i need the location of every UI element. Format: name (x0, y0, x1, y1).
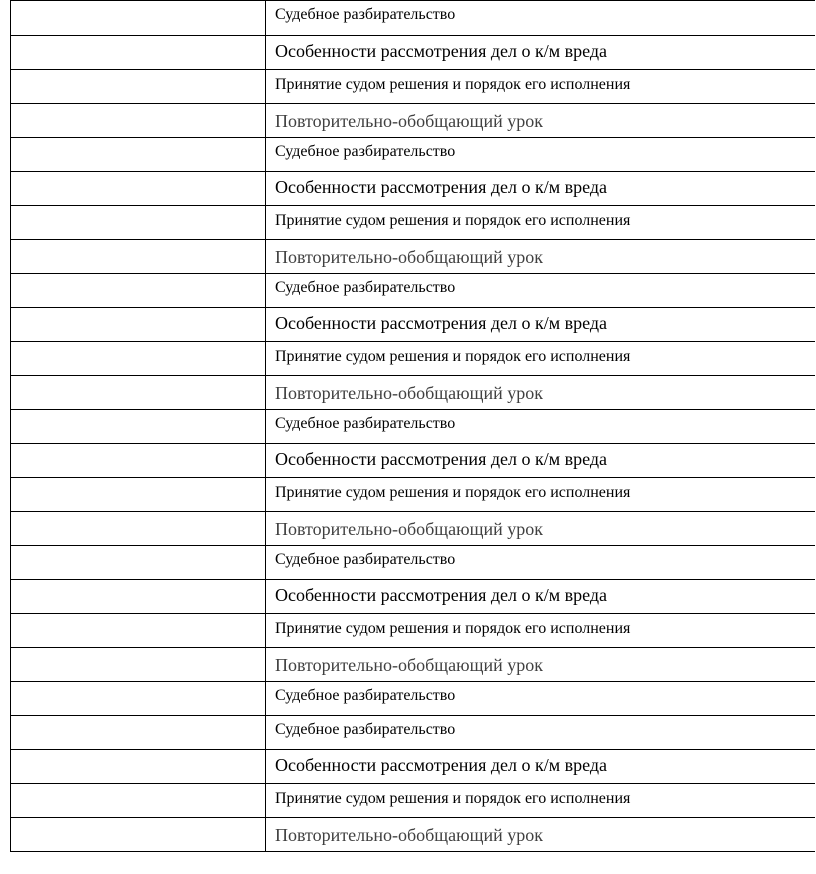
table-row (11, 512, 816, 546)
empty-cell (11, 104, 266, 138)
topic-cell (266, 206, 816, 240)
empty-cell (11, 546, 266, 580)
lesson-topic: Повторительно-обобщающий урок (275, 654, 543, 675)
topic-cell (266, 716, 816, 750)
table-row (11, 70, 816, 104)
topic-cell (266, 410, 816, 444)
empty-cell (11, 716, 266, 750)
table-row (11, 104, 816, 138)
lesson-topic: Особенности рассмотрения дел о к/м вреда (275, 312, 608, 333)
lesson-topic: Особенности рассмотрения дел о к/м вреда (275, 584, 608, 605)
lesson-plan-sheet (10, 0, 816, 852)
lesson-topic: Судебное разбирательство (275, 6, 456, 23)
lesson-topic: Принятие судом решения и порядок его исполнения (275, 483, 631, 501)
table-row (11, 36, 816, 70)
lesson-topic: Судебное разбирательство (275, 414, 456, 432)
table-row (11, 682, 816, 716)
topic-cell (266, 682, 816, 716)
table-row (11, 818, 816, 852)
table-body (11, 1, 816, 852)
empty-cell (11, 308, 266, 342)
topic-cell (266, 274, 816, 308)
empty-cell (11, 240, 266, 274)
lesson-topic: Принятие судом решения и порядок его исполнения (275, 211, 631, 229)
lesson-topic: Принятие судом решения и порядок его исполнения (275, 347, 631, 365)
empty-cell (11, 172, 266, 206)
table-row (11, 342, 816, 376)
empty-cell (11, 376, 266, 410)
topic-cell (266, 444, 816, 478)
lesson-topic: Судебное разбирательство (275, 278, 456, 296)
topic-cell (266, 240, 816, 274)
table-row (11, 546, 816, 580)
table-row (11, 172, 816, 206)
table-row (11, 648, 816, 682)
table-row (11, 478, 816, 512)
topic-cell (266, 36, 816, 70)
lesson-topic: Особенности рассмотрения дел о к/м вреда (275, 40, 608, 61)
table-row (11, 1, 816, 36)
topic-cell (266, 172, 816, 206)
topic-cell (266, 614, 816, 648)
topic-cell (266, 648, 816, 682)
empty-cell (11, 750, 266, 784)
empty-cell (11, 206, 266, 240)
table-row (11, 580, 816, 614)
lesson-topic: Судебное разбирательство (275, 142, 456, 160)
empty-cell (11, 274, 266, 308)
topic-cell (266, 376, 816, 410)
empty-cell (11, 784, 266, 818)
lesson-topic: Особенности рассмотрения дел о к/м вреда (275, 448, 608, 469)
topic-cell (266, 512, 816, 546)
lesson-topic: Повторительно-обобщающий урок (275, 382, 543, 403)
empty-cell (11, 342, 266, 376)
empty-cell (11, 70, 266, 104)
empty-cell (11, 648, 266, 682)
empty-cell (11, 444, 266, 478)
lesson-topic: Особенности рассмотрения дел о к/м вреда (275, 176, 608, 197)
empty-cell (11, 682, 266, 716)
lesson-topic: Судебное разбирательство (275, 550, 456, 568)
topic-cell (266, 104, 816, 138)
table-row (11, 206, 816, 240)
topic-cell (266, 818, 816, 852)
lesson-topic: Повторительно-обобщающий урок (275, 110, 543, 131)
topic-cell (266, 750, 816, 784)
topic-cell (266, 342, 816, 376)
lesson-topic: Принятие судом решения и порядок его исполнения (275, 75, 631, 93)
topic-cell (266, 1, 816, 36)
topic-cell (266, 138, 816, 172)
table-row (11, 410, 816, 444)
table-row (11, 716, 816, 750)
lesson-topics-table (10, 0, 816, 852)
empty-cell (11, 410, 266, 444)
table-row (11, 274, 816, 308)
topic-cell (266, 546, 816, 580)
table-row (11, 444, 816, 478)
empty-cell (11, 580, 266, 614)
lesson-topic: Повторительно-обобщающий урок (275, 824, 543, 845)
table-row (11, 376, 816, 410)
table-row (11, 240, 816, 274)
topic-cell (266, 478, 816, 512)
lesson-topic: Особенности рассмотрения дел о к/м вреда (275, 754, 608, 775)
empty-cell (11, 478, 266, 512)
empty-cell (11, 138, 266, 172)
lesson-topic: Повторительно-обобщающий урок (275, 246, 543, 267)
topic-cell (266, 580, 816, 614)
lesson-topic: Судебное разбирательство (275, 686, 456, 704)
topic-cell (266, 784, 816, 818)
topic-cell (266, 70, 816, 104)
empty-cell (11, 36, 266, 70)
empty-cell (11, 512, 266, 546)
lesson-topic: Принятие судом решения и порядок его исполнения (275, 789, 631, 807)
empty-cell (11, 614, 266, 648)
table-row (11, 784, 816, 818)
lesson-topic: Повторительно-обобщающий урок (275, 518, 543, 539)
table-row (11, 614, 816, 648)
table-row (11, 750, 816, 784)
lesson-topic: Судебное разбирательство (275, 720, 456, 738)
empty-cell (11, 1, 266, 36)
empty-cell (11, 818, 266, 852)
table-row (11, 308, 816, 342)
table-row (11, 138, 816, 172)
topic-cell (266, 308, 816, 342)
lesson-topic: Принятие судом решения и порядок его исполнения (275, 619, 631, 637)
